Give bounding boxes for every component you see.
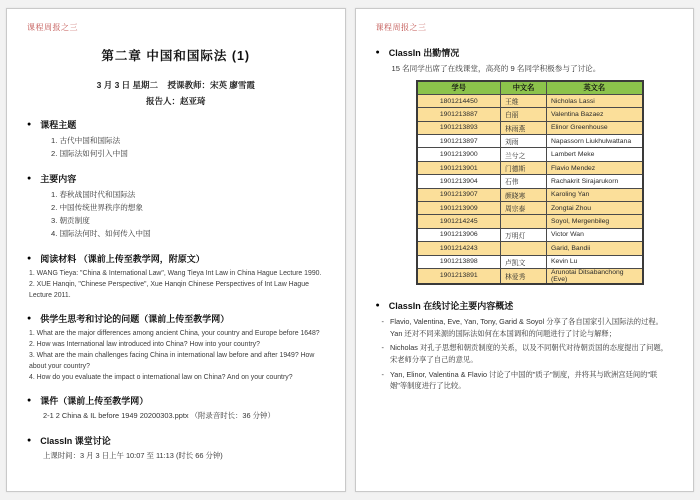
table-row — [417, 148, 643, 161]
attendance-table-body — [417, 94, 643, 284]
section-heading-label: 供学生思考和讨论的问题（课前上传至教学网） — [40, 313, 230, 324]
section-heading — [27, 312, 325, 325]
discussion-bullet: - Nicholas 对孔子思想和朝贡制度的关系，以及不同朝代对待朝贡国的态度提出了问题，宋老师分享了自己的意见。 — [382, 342, 674, 365]
cell-chinese-name: 兰兮之 — [501, 148, 547, 161]
table-row — [417, 94, 643, 107]
column-header-student-id: 学号 — [417, 81, 501, 94]
cell-english-name: Soyol, Mergenbileg — [547, 215, 643, 228]
list-item: 2. 国际法如何引入中国 — [51, 149, 128, 159]
bullet-icon: ● — [27, 254, 32, 262]
section-heading-label: ClassIn 出勤情况 — [388, 48, 460, 58]
attendance-table-head — [417, 81, 643, 94]
list-item: 1. WANG Tieya: "China & International Law", Wang Tieya Int Law in China Hague Lecture 1990. — [29, 269, 322, 277]
cell-chinese-name — [501, 242, 547, 255]
table-row — [417, 188, 643, 201]
cell-chinese-name: 颜晓寒 — [501, 188, 547, 201]
readings-list — [29, 268, 325, 301]
list-item: 2-1 2 China & IL before 1949 20200303.pptx （附录音时长：36 分钟） — [43, 411, 275, 421]
cell-chinese-name: 刘雨 — [501, 135, 547, 148]
cell-english-name: Napassorn Liukhulwattana — [547, 135, 643, 148]
list-item: 4. 国际法何时、如何传入中国 — [51, 229, 151, 239]
cell-english-name: Arunotai Ditsabanchong (Eve) — [547, 268, 643, 284]
cell-english-name: Nicholas Lassi — [547, 94, 643, 107]
bullet-icon: ● — [27, 174, 32, 182]
section-questions — [27, 312, 325, 383]
section-heading — [27, 434, 325, 447]
list-item: 1. 春秋战国时代和国际法 — [51, 189, 136, 199]
section-topics — [27, 118, 325, 161]
column-header-chinese-name: 中文名 — [501, 81, 547, 94]
cell-student-id: 1901213907 — [417, 188, 501, 201]
contents-list — [51, 188, 325, 241]
table-row — [417, 161, 643, 174]
questions-list — [29, 328, 325, 383]
reporter-line: 报告人：赵亚琦 — [145, 96, 206, 106]
section-heading — [27, 118, 325, 131]
list-item: 3. What are the main challenges facing China in international law before and after 1949? How about your country? — [29, 351, 315, 370]
list-item: 4. How do you evaluate the impact o international law on China? And on your country? — [29, 374, 293, 382]
section-heading — [27, 172, 325, 185]
cell-english-name: Zongtai Zhou — [547, 202, 643, 215]
table-row — [417, 121, 643, 134]
section-heading-label: ClassIn 在线讨论主要内容概述 — [388, 300, 514, 311]
section-heading — [27, 252, 325, 265]
table-row — [417, 135, 643, 148]
list-item: 上课时间：3 月 3 日上午 10:07 至 11:13 (时长 66 分钟) — [43, 450, 223, 460]
cell-english-name: Rachakrit Sirajarukorn — [547, 175, 643, 188]
list-item: 2. XUE Hanqin, "Chinese Perspective", Xue Hanqin Chinese Perspectives of Int Law Hague Lecture 2011. — [29, 280, 309, 299]
list-item: 1. What are the major differences among ancient China, your country and Europe before 1648? — [29, 329, 320, 337]
cell-chinese-name: 卢凯文 — [501, 255, 547, 268]
cell-chinese-name: 门德斯 — [501, 161, 547, 174]
cell-chinese-name: 周宗泰 — [501, 202, 547, 215]
section-heading-label: 阅读材料 （课前上传至教学网，附原文） — [40, 253, 205, 264]
bullet-icon: ● — [27, 314, 32, 322]
section-heading — [27, 394, 325, 407]
cell-student-id: 1901213909 — [417, 202, 501, 215]
courseware-list — [43, 410, 325, 423]
bullet-icon: ● — [375, 301, 380, 309]
cell-english-name: Garid, Bandii — [547, 242, 643, 255]
section-heading-label: 主要内容 — [40, 173, 77, 184]
section-heading — [376, 299, 674, 312]
list-item: 2. 中国传统世界秩序的想象 — [51, 202, 143, 212]
cell-english-name: Kevin Lu — [547, 255, 643, 268]
cell-student-id: 1901213898 — [417, 255, 501, 268]
table-row — [417, 202, 643, 215]
bullet-icon: ● — [27, 121, 32, 128]
list-item: 1. 古代中国和国际法 — [51, 136, 121, 145]
cell-english-name: Flavio Mendez — [547, 161, 643, 174]
table-row — [417, 108, 643, 121]
cell-student-id: 1901213887 — [417, 108, 501, 121]
cell-student-id: 1901213897 — [417, 135, 501, 148]
cell-english-name: Victor Wan — [547, 228, 643, 241]
section-courseware — [27, 394, 325, 423]
list-item: 3. 朝贡制度 — [51, 216, 90, 226]
cell-chinese-name: 白丽 — [501, 108, 547, 121]
section-heading-label: 课件（课前上传至教学网） — [40, 396, 149, 407]
discussion-bullet-list — [382, 316, 674, 392]
table-row — [417, 215, 643, 228]
cell-student-id: 1901213891 — [417, 268, 501, 284]
cell-student-id: 1801214450 — [417, 94, 501, 107]
discussion-bullet: - Flavio, Valentina, Eve, Yan, Tony, Garid & Soyol 分享了各自国家引入国际法的过程。Yan 还对不同来源的国际法如何在本国调和的问题进行了讨论与解释； — [382, 316, 674, 339]
bullet-icon: ● — [27, 436, 32, 444]
page-left — [6, 8, 346, 492]
doc-header-label: 课程周报之三 — [375, 23, 427, 32]
section-heading-label: ClassIn 课堂讨论 — [40, 435, 111, 446]
section-attendance — [376, 46, 674, 285]
section-heading — [376, 46, 674, 59]
table-row — [417, 242, 643, 255]
cell-english-name: Elinor Greenhouse — [547, 121, 643, 134]
cell-chinese-name: 石伟 — [501, 175, 547, 188]
list-item: 2. How was International law introduced into China? How into your country? — [29, 340, 260, 348]
table-row — [417, 175, 643, 188]
cell-student-id: 1901213906 — [417, 228, 501, 241]
cell-english-name: Karoling Yan — [547, 188, 643, 201]
discussion-bullet: - Yan, Elinor, Valentina & Flavio 讨论了中国的"质子"制度，并将其与欧洲宫廷间的"联姻"等制度进行了比较。 — [382, 369, 674, 392]
section-readings — [27, 252, 325, 301]
cell-english-name: Valentina Bazaez — [547, 108, 643, 121]
section-classin-discussion — [27, 434, 325, 463]
section-online-discussion — [376, 299, 674, 392]
section-heading-label: 课程主题 — [40, 120, 77, 130]
column-header-english-name: 英文名 — [547, 81, 643, 94]
topics-list — [51, 134, 325, 161]
classin-time-list — [43, 450, 325, 463]
table-row — [417, 228, 643, 241]
table-row — [417, 268, 643, 284]
cell-student-id: 1901214245 — [417, 215, 501, 228]
page-title: 第二章 中国和国际法 (1) — [101, 49, 251, 63]
cell-student-id: 1901213901 — [417, 161, 501, 174]
cell-chinese-name: 王维 — [501, 94, 547, 107]
header-row — [417, 81, 643, 94]
cell-chinese-name: 林雨燕 — [501, 121, 547, 134]
bullet-icon: ● — [375, 49, 380, 56]
attendance-intro: 15 名同学出席了在线课堂，高亮的 9 名同学积极参与了讨论。 — [391, 64, 601, 73]
cell-english-name: Lambert Meke — [547, 148, 643, 161]
attendance-table — [416, 80, 644, 285]
cell-chinese-name — [501, 215, 547, 228]
table-row — [417, 255, 643, 268]
bullet-icon: ● — [27, 397, 32, 405]
cell-student-id: 1901214243 — [417, 242, 501, 255]
cell-chinese-name: 林爱秀 — [501, 268, 547, 284]
page-right — [355, 8, 695, 492]
date-teacher-line: 3 月 3 日 星期二 授课教师：宋英 廖雪霞 — [96, 80, 255, 90]
cell-student-id: 1901213900 — [417, 148, 501, 161]
section-contents — [27, 172, 325, 241]
cell-chinese-name: 万明灯 — [501, 228, 547, 241]
cell-student-id: 1901213904 — [417, 175, 501, 188]
cell-student-id: 1901213893 — [417, 121, 501, 134]
doc-header-label: 课程周报之三 — [27, 23, 78, 32]
